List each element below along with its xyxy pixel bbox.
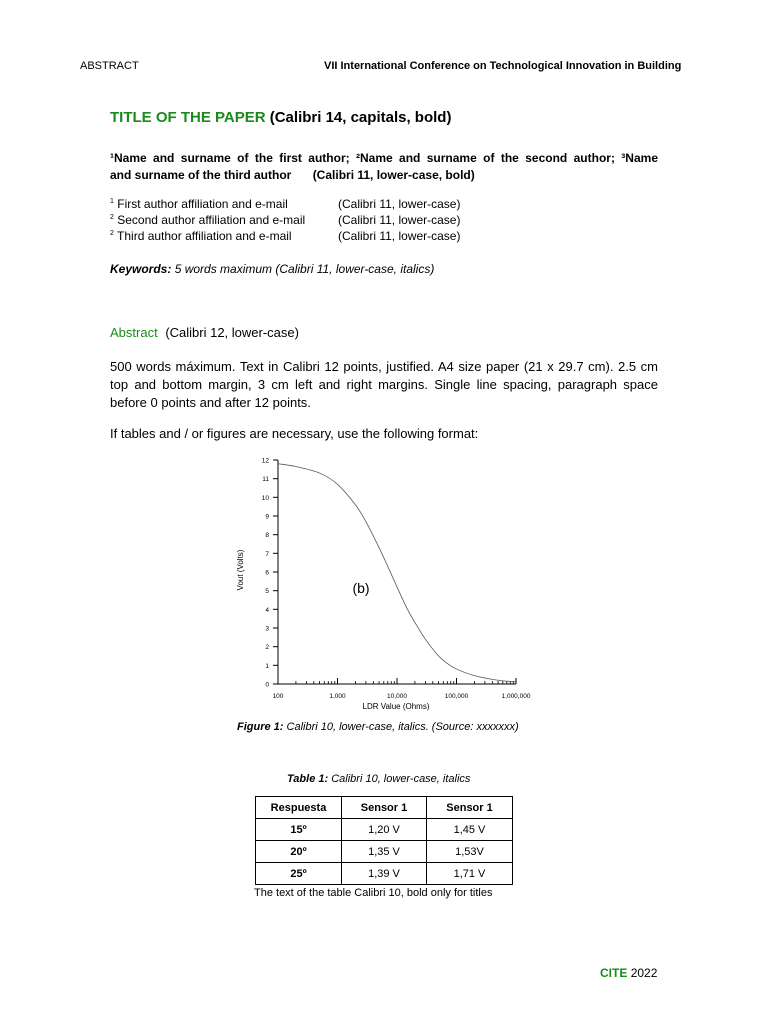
table-cell: 1,71 V: [427, 863, 513, 885]
y-tick-label: 11: [262, 476, 269, 484]
x-tick-label: 100,000: [444, 693, 469, 700]
affiliation-2-note: (Calibri 11, lower-case): [338, 213, 461, 227]
table-row: [256, 863, 513, 885]
table-cell: 1,35 V: [342, 841, 427, 863]
table-cell: 25º: [256, 863, 342, 885]
abstract-heading: [110, 325, 299, 340]
chart-y-ticks: [262, 458, 278, 689]
keywords-text: 5 words maximum (Calibri 11, lower-case, italics): [174, 262, 435, 276]
chart-xlabel: LDR Value (Ohms): [362, 702, 430, 711]
chart-x-ticks: [273, 678, 531, 700]
affiliation-3-text: Third author affiliation and e-mail: [117, 229, 292, 243]
abstract-paragraph-1: 500 words máximum. Text in Calibri 12 points, justified. A4 size paper (21 x 29.7 cm). 2.5 cm top and bottom margin, 3 cm left and right margins. Single line spacing, paragraph space before 0 points and after 12 points.: [110, 359, 658, 410]
chart-axes: [278, 460, 516, 684]
x-tick-label: 1,000: [329, 693, 346, 700]
footer-year: 2022: [630, 966, 658, 980]
y-tick-label: 4: [265, 606, 269, 614]
table-cell: 1,53V: [427, 841, 513, 863]
title-main: TITLE OF THE PAPER: [110, 109, 266, 126]
keywords-label: Keywords:: [110, 262, 172, 276]
affiliation-1: [110, 197, 288, 211]
authors-block: [110, 150, 658, 184]
affiliation-2: [110, 213, 305, 227]
table-header-row: [256, 797, 513, 819]
keywords: [110, 262, 434, 276]
title-note: (Calibri 14, capitals, bold): [269, 109, 452, 126]
authors-note: (Calibri 11, lower-case, bold): [312, 168, 475, 182]
x-tick-label: 1,000,000: [501, 693, 531, 700]
y-tick-label: 8: [265, 532, 269, 540]
table-cell: 1,20 V: [342, 819, 427, 841]
affiliation-2-sup: 2: [110, 214, 114, 221]
table-row: [256, 819, 513, 841]
affiliation-3-sup: 2: [110, 230, 114, 237]
y-tick-label: 6: [265, 569, 269, 577]
data-table: [255, 796, 513, 885]
y-tick-label: 12: [261, 457, 269, 465]
affiliation-1-sup: 1: [110, 198, 114, 205]
chart-ylabel: Vout (Volts): [236, 549, 245, 591]
authors-line1: ¹Name and surname of the first author; ²Name and surname of the second author; ³Name: [110, 151, 658, 165]
header-right: VII International Conference on Technological Innovation in Building: [324, 60, 682, 72]
abstract-note: (Calibri 12, lower-case): [165, 325, 299, 340]
y-tick-label: 1: [265, 662, 269, 670]
authors-line2: [110, 167, 658, 184]
y-tick-label: 9: [265, 513, 269, 521]
table-caption: [287, 773, 470, 785]
y-tick-label: 2: [265, 644, 269, 652]
affiliation-3-note: (Calibri 11, lower-case): [338, 229, 461, 243]
table-header-cell: Sensor 1: [427, 797, 513, 819]
authors-line2-text: and surname of the third author: [110, 168, 292, 182]
affiliation-2-text: Second author affiliation and e-mail: [117, 213, 306, 227]
y-tick-label: 10: [261, 494, 269, 502]
y-tick-label: 5: [265, 588, 269, 596]
footer-cite: [600, 966, 657, 980]
abstract-paragraph-2: If tables and / or figures are necessary, use the following format:: [110, 426, 479, 441]
header-left: ABSTRACT: [80, 60, 139, 72]
y-tick-label: 3: [265, 625, 269, 633]
affiliation-1-note: (Calibri 11, lower-case): [338, 197, 461, 211]
chart-annotation: (b): [352, 580, 370, 596]
chart-series: [278, 464, 516, 682]
abstract-title: Abstract: [110, 325, 158, 340]
table-row: [256, 841, 513, 863]
table-cell: 1,45 V: [427, 819, 513, 841]
x-tick-label: 100: [272, 693, 284, 700]
figure-caption-text: Calibri 10, lower-case, italics. (Source: xxxxxxx): [286, 721, 519, 733]
table-header-cell: Sensor 1: [342, 797, 427, 819]
affiliation-3: [110, 229, 292, 243]
affiliation-1-text: First author affiliation and e-mail: [117, 197, 288, 211]
table-cell: 20º: [256, 841, 342, 863]
table-caption-text: Calibri 10, lower-case, italics: [331, 773, 471, 785]
table-header-cell: Respuesta: [256, 797, 342, 819]
figure-caption-label: Figure 1:: [237, 721, 284, 733]
figure-chart: [230, 452, 540, 712]
y-tick-label: 7: [265, 550, 269, 558]
series-line: [278, 464, 516, 682]
footer-cite-label: CITE: [600, 966, 628, 980]
y-tick-label: 0: [265, 681, 269, 689]
paper-title: [110, 109, 451, 126]
table-caption-label: Table 1:: [287, 773, 329, 785]
figure-caption: [237, 721, 519, 733]
table-cell: 15º: [256, 819, 342, 841]
x-tick-label: 10,000: [387, 693, 407, 700]
table-note: The text of the table Calibri 10, bold only for titles: [254, 887, 493, 899]
table-cell: 1,39 V: [342, 863, 427, 885]
